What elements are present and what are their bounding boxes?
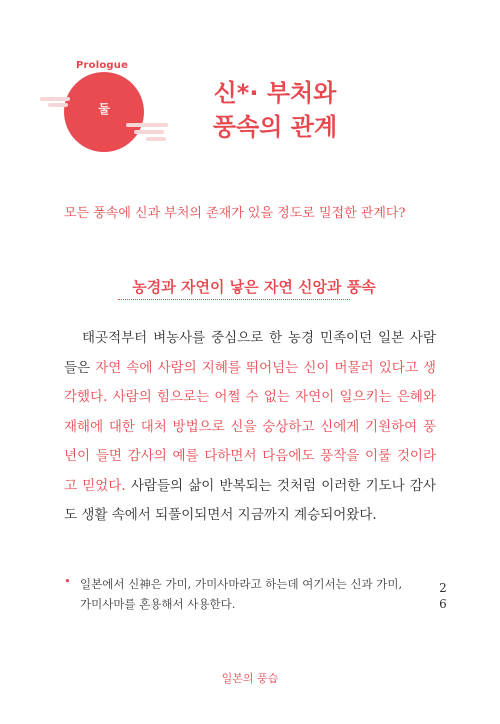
cloud-stripe (48, 103, 68, 107)
cloud-stripe (40, 97, 70, 101)
chapter-number: 둘 (98, 102, 110, 116)
running-footer: 일본의 풍습 (221, 672, 279, 685)
lead-question: 모든 풍속에 신과 부처의 존재가 있을 정도로 밀접한 관계다? (64, 206, 406, 221)
prologue-label: Prologue (76, 60, 129, 71)
body-highlight: 자연 속에 사람의 지혜를 뛰어넘는 신이 머물러 있다고 생각했다. 사람의 힘으로는 어쩔 수 없는 자연이 일으키는 은혜와 재해에 대한 대처 방법으로 신을 숭상하고 신에게 기원하여 풍년이 들면 감사의 예를 다하면서 다음에도 풍작을 이룰 것이라고 믿었다. (64, 359, 437, 494)
title-line-2: 풍속의 관계 (212, 113, 338, 141)
body-text: 사람들의 삶이 반복되는 것처럼 이러한 기도나 감사도 생활 속에서 되풀이되면서 지금까지 계승되어왔다. (64, 477, 436, 523)
page-number (437, 580, 449, 612)
page-number-digit: 6 (439, 597, 447, 611)
body-text: 태곳적부터 벼농사를 중심으로 한 농경 민족이던 일본 사람들은 (64, 330, 436, 376)
title-line-1: 신*· 부처와 (213, 79, 337, 107)
section-heading: 농경과 자연이 낳은 자연 신앙과 풍속 (132, 278, 376, 296)
footnote-bullet: • (64, 574, 71, 588)
page-number-digit: 2 (439, 581, 447, 595)
heading-underline (118, 299, 350, 300)
page-title (150, 76, 400, 144)
body-paragraph (64, 324, 436, 531)
footnote: 일본에서 신神은 가미, 가미사마라고 하는데 여기서는 신과 가미, 가미사마를 혼용해서 사용한다. (80, 577, 403, 611)
